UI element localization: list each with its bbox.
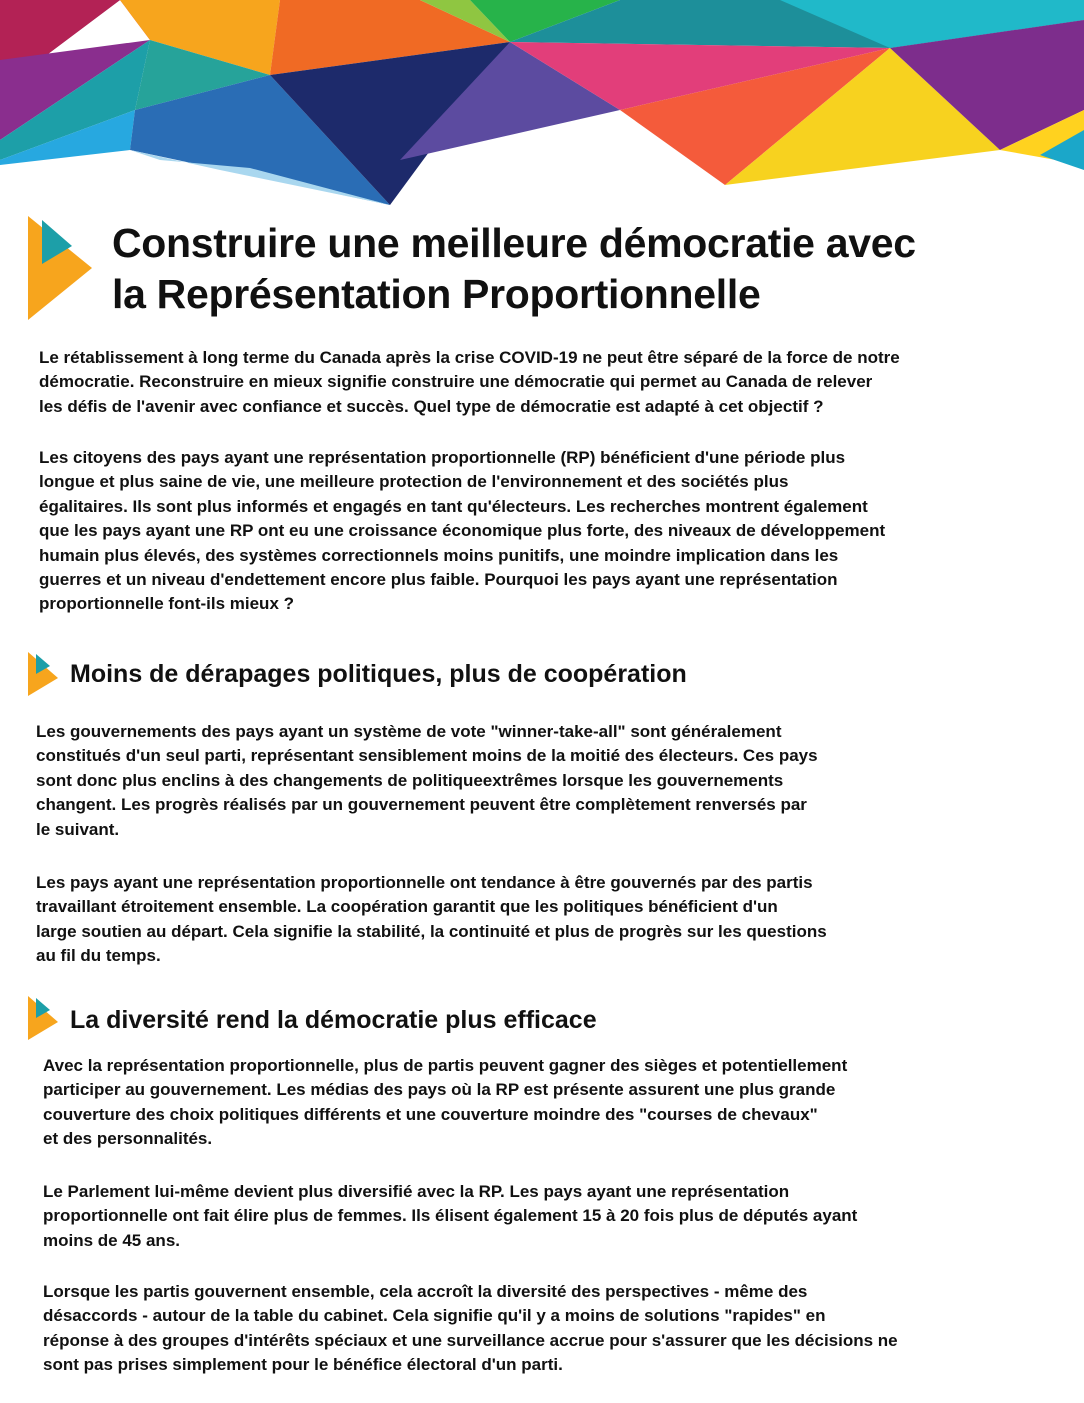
text-line: sont donc plus enclins à des changements de politiqueextrêmes lorsque les gouvernements <box>36 770 784 790</box>
text-line: proportionnelle font-ils mieux ? <box>39 594 294 614</box>
section1-paragraph-1 <box>36 720 818 842</box>
section2-paragraph-3 <box>43 1280 898 1378</box>
text-line: sont pas prises simplement pour le bénéfice électoral d'un parti. <box>43 1355 563 1375</box>
text-line: Le Parlement lui-même devient plus diversifié avec la RP. Les pays ayant une représentation <box>43 1182 790 1201</box>
intro-paragraph-2 <box>39 446 885 617</box>
text-line: couverture des choix politiques différents et une couverture moindre des "courses de chevaux" <box>43 1104 818 1124</box>
text-line: au fil du temps. <box>36 946 161 966</box>
page-title-line: Construire une meilleure démocratie avec <box>112 220 916 266</box>
text-line: démocratie. Reconstruire en mieux signifie construire une démocratie qui permet au Canada de relever <box>39 372 873 392</box>
text-line: longue et plus saine de vie, une meilleure protection de l'environnement et des sociétés plus <box>39 472 789 492</box>
text-line: proportionnelle ont fait élire plus de femmes. Ils élisent également 15 à 20 fois plus de députés ayant <box>43 1206 858 1226</box>
text-line: changent. Les progrès réalisés par un gouvernement peuvent être complètement renversés par <box>36 795 807 815</box>
section-heading-cooperation: Moins de dérapages politiques, plus de coopération <box>70 660 687 688</box>
text-line: humain plus élevés, des systèmes correctionnels moins punitifs, une moindre implication dans les <box>39 545 839 565</box>
text-line: moins de 45 ans. <box>43 1230 180 1250</box>
section1-paragraph-2 <box>36 871 827 969</box>
text-line: participer au gouvernement. Les médias des pays où la RP est présente assurent une plus grande <box>43 1080 836 1100</box>
text-line: réponse à des groupes d'intérêts spéciaux et une surveillance accrue pour s'assurer que les décisions ne <box>43 1330 898 1350</box>
text-line: Les citoyens des pays ayant une représentation proportionnelle (RP) bénéficient d'une période plus <box>39 448 846 467</box>
text-line: les défis de l'avenir avec confiance et succès. Quel type de démocratie est adapté à cet objectif ? <box>39 396 824 416</box>
text-line: Les pays ayant une représentation proportionnelle ont tendance à être gouvernés par des partis <box>36 873 813 892</box>
section2-paragraph-2 <box>43 1180 857 1253</box>
page-title <box>112 218 1062 320</box>
section2-paragraph-1 <box>43 1054 847 1152</box>
text-line: Lorsque les partis gouvernent ensemble, cela accroît la diversité des perspectives - même des <box>43 1282 808 1301</box>
text-line: le suivant. <box>36 819 120 839</box>
text-line: constitués d'un seul parti, représentant sensiblement moins de la moitié des électeurs. Ces pays <box>36 746 818 766</box>
text-line: guerres et un niveau d'endettement encore plus faible. Pourquoi les pays ayant une représentation <box>39 570 838 590</box>
text-line: Les gouvernements des pays ayant un système de vote "winner-take-all" sont généralement <box>36 722 782 741</box>
page-title-line: la Représentation Proportionnelle <box>112 271 761 317</box>
geometric-banner-decoration <box>0 0 1084 210</box>
section-marker-icon <box>28 996 60 1042</box>
text-line: et des personnalités. <box>43 1129 213 1149</box>
title-marker-icon <box>28 216 94 322</box>
text-line: égalitaires. Ils sont plus informés et engagés en tant qu'électeurs. Les recherches montrent également <box>39 496 868 516</box>
text-line: que les pays ayant une RP ont eu une croissance économique plus forte, des niveaux de développement <box>39 521 886 541</box>
text-line: travaillant étroitement ensemble. La coopération garantit que les politiques bénéficient d'un <box>36 897 778 917</box>
intro-paragraph-1 <box>39 346 900 419</box>
text-line: large soutien au départ. Cela signifie la stabilité, la continuité et plus de progrès sur les questions <box>36 921 827 941</box>
text-line: Avec la représentation proportionnelle, plus de partis peuvent gagner des sièges et potentiellement <box>43 1056 848 1075</box>
text-line: Le rétablissement à long terme du Canada après la crise COVID-19 ne peut être séparé de la force de notre <box>39 348 900 367</box>
section-marker-icon <box>28 652 60 698</box>
text-line: désaccords - autour de la table du cabinet. Cela signifie qu'il y a moins de solutions "rapides" en <box>43 1306 826 1326</box>
section-heading-diversity: La diversité rend la démocratie plus efficace <box>70 1006 597 1034</box>
